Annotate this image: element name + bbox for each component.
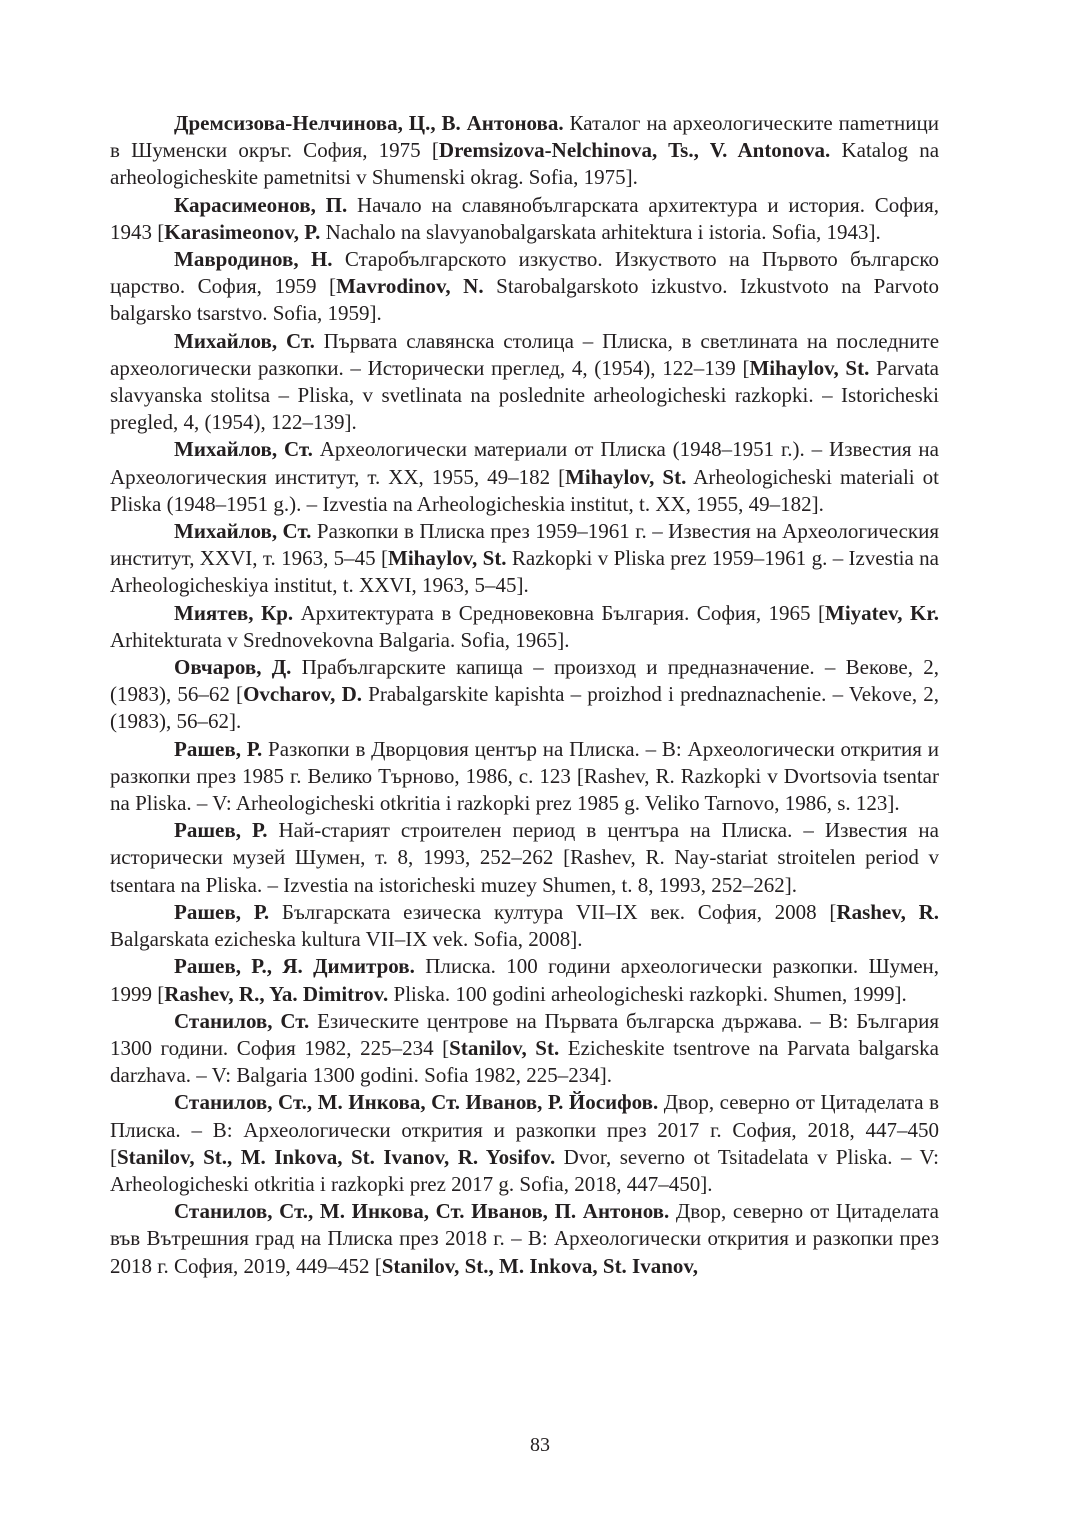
entry-text: Katalog na arheologicheskite pametnitsi v Shumenski okrag. Sofia, 1975]. <box>110 138 940 190</box>
entry-text: Българската езическа култура VII–IX век. София, 2008 [ <box>269 899 837 924</box>
bibliography-entry <box>110 518 939 600</box>
entry-author: Stanilov, St., M. Inkova, St. Ivanov, <box>381 1253 699 1278</box>
entry-text: Ezicheskite tsentrove na Parvata balgarska darzhava. – V: Balgaria 1300 godini. Sofia 1982, 225–234]. <box>110 1035 939 1088</box>
entry-text: Razkopki v Pliska prez 1959–1961 g. – Izvestia na Arheologicheskiya institut, t. XXVI, 1963, 5–45]. <box>110 546 940 598</box>
bibliography-entry <box>110 736 939 818</box>
entry-text: Balgarskata ezicheska kultura VII–IX vek. Sofia, 2008]. <box>110 927 583 952</box>
bibliography-entry <box>110 600 939 654</box>
entry-text: Pliska. 100 godini arheologicheski razkopki. Shumen, 1999]. <box>388 981 907 1006</box>
entry-text: Двор, северно от Цитаделата в Плиска. – В: Археологически открития и разкопки през 2017 г. София, 2018, 447–450 [ <box>110 1090 939 1169</box>
bibliography-entry <box>110 328 939 437</box>
entry-text: Arheologicheski materiali ot Pliska (1948–1951 g.). – Izvestia na Arheologicheskia institut, t. XX, 1955, 49–182]. <box>110 464 939 516</box>
entry-author: Михайлов, Ст. <box>174 437 313 462</box>
entry-text: Разкопки в Плиска през 1959–1961 г. – Известия на Археологическия институт, XXVI, т. 1963, 5–45 [ <box>110 519 940 571</box>
entry-author: Рашев, Р. <box>174 736 263 761</box>
entry-author: Рашев, Р. <box>174 818 268 843</box>
entry-author: Mihaylov, St. <box>565 464 687 489</box>
bibliography-entry <box>110 246 939 328</box>
bibliography-entry <box>110 817 939 899</box>
bibliography-entry <box>110 899 939 953</box>
bibliography-entry <box>110 654 939 736</box>
entry-text: Каталог на археологическите паmетници в Шуменски окръг. София, 1975 [ <box>110 111 939 163</box>
entry-text: Nachalo na slavyanobalgarskata arhitektura i istoria. Sofia, 1943]. <box>320 219 881 244</box>
entry-text: Прабългарските капища – произход и предназначение. – Векове, 2, (1983), 56–62 [ <box>110 655 939 707</box>
entry-text: Начало на славянобългарската архитектура и история. София, 1943 [ <box>110 192 939 244</box>
bibliography-entry <box>110 1198 939 1280</box>
entry-text: Най-старият строителен период в центъра на Плиска. – Известия на исторически музей Шумен, т. 8, 1993, 252–262 [Rashev, R. Nay-stariat stroitelen period v tsentara na Pliska. – Izvestia na istoricheski muzey Shumen, t. 8, 1993, 252–262]. <box>110 818 939 897</box>
entry-author: Рашев, Р. <box>174 899 270 924</box>
entry-text: Разкопки в Дворцовия център на Плиска. – В: Археологически открития и разкопки през 1985 г. Велико Търново, 1986, с. 123 [Rashev, R. Razkopki v Dvortsovia tsentar na Pliska. – V: Arheologicheski otkritia i razkopki prez 1985 g. Veliko Tarnovo, 1986, s. 123]. <box>110 736 939 816</box>
bibliography-entry <box>110 1089 939 1198</box>
entry-text: Parvata slavyanska stolitsa – Pliska, v svetlinata na poslednite arheologicheski razkopki. – Istoricheski pregled, 4, (1954), 122–139]. <box>110 355 939 435</box>
entry-author: Станилов, Ст., М. Инкова, Ст. Иванов, Р. Йосифов. <box>174 1090 659 1115</box>
entry-text: Двор, северно от Цитаделата във Вътрешния град на Плиска през 2018 г. – В: Археологически открития и разкопки през 2018 г. София, 2019, 449–452 [ <box>110 1199 940 1278</box>
entry-author: Mihaylov, St. <box>388 546 507 571</box>
entry-author: Овчаров, Д. <box>174 655 292 680</box>
bibliography-entry <box>110 436 939 518</box>
entry-text: Плиска. 100 години археологически разкопки. Шумен, 1999 [ <box>110 954 940 1006</box>
entry-text: Starobalgarskoto izkustvo. Izkustvoto na Parvoto balgarsko tsarstvo. Sofia, 1959]. <box>110 274 939 326</box>
entry-author: Михайлов, Ст. <box>174 328 315 353</box>
bibliography-entry <box>110 192 939 246</box>
entry-author: Станилов, Ст. <box>174 1008 310 1033</box>
entry-text: Архитектурата в Средновековна България. София, 1965 [ <box>293 600 825 625</box>
entry-text: Старобългарското изкуство. Изкуството на Първото българско царство. София, 1959 [ <box>110 247 939 299</box>
entry-author: Миятев, Кр. <box>174 600 294 625</box>
bibliography-entry <box>110 1008 939 1090</box>
entry-author: Ovcharov, D. <box>243 682 363 707</box>
entry-author: Karasimeonov, P. <box>164 219 321 244</box>
entry-author: Stanilov, St. <box>449 1035 560 1060</box>
entry-text: Първата славянска столица – Плиска, в светлината на последните археологически разкопки. – Исторически преглед, 4, (1954), 122–139 [ <box>110 328 940 380</box>
entry-author: Dremsizova-Nelchinova, Ts., V. Antonova. <box>438 138 831 163</box>
bibliography-list <box>110 110 939 1280</box>
bibliography-entry <box>110 110 939 192</box>
entry-author: Rashev, R., Ya. Dimitrov. <box>164 981 389 1006</box>
entry-author: Mavrodinov, N. <box>336 274 484 299</box>
entry-author: Stanilov, St., M. Inkova, St. Ivanov, R. Yosifov. <box>117 1144 556 1169</box>
bibliography-entry <box>110 953 939 1007</box>
entry-author: Miyatev, Kr. <box>825 600 940 625</box>
entry-author: Мавродинов, Н. <box>174 247 333 272</box>
entry-author: Михайлов, Ст. <box>174 519 312 544</box>
entry-author: Rashev, R. <box>836 899 939 924</box>
entry-text: Археологически материали от Плиска (1948–1951 г.). – Известия на Археологическия институт, т. XX, 1955, 49–182 [ <box>110 437 939 489</box>
entry-text: Arhitekturata v Srednovekovna Balgaria. Sofia, 1965]. <box>110 627 570 652</box>
entry-author: Карасимеонов, П. <box>174 192 348 217</box>
entry-text: Dvor, severno ot Tsitadelata v Pliska. – V: Arheologicheski otkritia i razkopki prez 2017 g. Sofia, 2018, 447–450]. <box>110 1144 939 1196</box>
entry-author: Станилов, Ст., М. Инкова, Ст. Иванов, П. Антонов. <box>174 1199 670 1224</box>
page-number: 83 <box>530 1434 550 1456</box>
entry-text: Езическите центрове на Първата българска държава. – В: България 1300 години. София 1982, 225–234 [ <box>110 1008 939 1060</box>
entry-author: Рашев, Р., Я. Димитров. <box>174 954 415 979</box>
entry-text: Prabalgarskite kapishta – proizhod i prednaznachenie. – Vekove, 2, (1983), 56–62]. <box>110 682 939 734</box>
entry-author: Дремсизова-Нелчинова, Ц., В. Антонова. <box>174 111 564 135</box>
entry-author: Mihaylov, St. <box>749 355 870 380</box>
